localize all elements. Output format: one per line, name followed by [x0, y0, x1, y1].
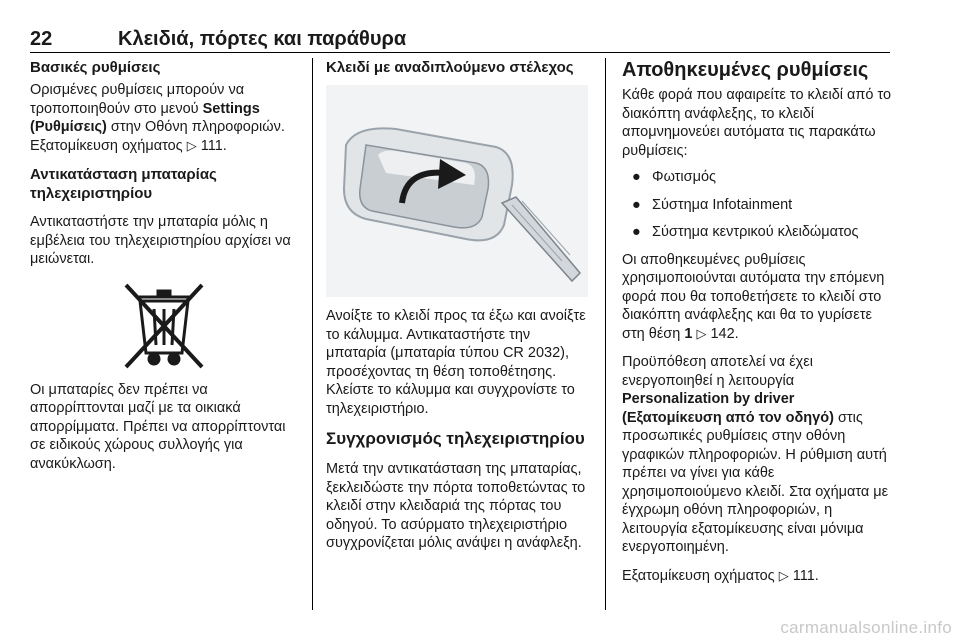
page-ref-icon: ▷ [696, 325, 707, 341]
settings-menu-name: Settings (Ρυθμίσεις) [30, 100, 260, 135]
saved-settings-heading: Αποθηκευμένες ρυθμίσεις [622, 59, 869, 81]
folding-key-illustration-icon [326, 85, 588, 297]
page-number: 22 [30, 28, 53, 50]
column-divider-2 [605, 58, 606, 610]
page-ref: 111. [200, 137, 227, 154]
personalization-text: Προϋπόθεση αποτελεί να έχει ενεργοποιηθεί η λειτουργία Personalization by driver (Εξατομίκευση από τον οδηγό) στις προσωπικές ρυθμίσεις στην οθόνη γραφικών πληροφοριών. Η ρύθμιση αυτή πρέπει να γίνει για κάθε χρησιμοποιούμενο κλειδί. Στα οχήματα με έγχρωμη οθόνη πληροφοριών, η λειτουργία εξατομίκευσης είναι μόνιμα ενεργοποιημένη. [622, 354, 889, 555]
saved-settings-usage-text: Οι αποθηκευμένες ρυθμίσεις χρησιμοποιούνται αυτόματα την επόμενη φορά που θα τοποθετήσετε το κλειδί στο διακόπτη ανάφλεξης και θα το γυρίσετε στη θέση 1 ▷ 142. [622, 251, 885, 342]
column-3 [622, 58, 892, 585]
battery-disposal-text: Οι μπαταρίες δεν πρέπει να απορρίπτονται μαζί με τα οικιακά απορρίμματα. Πρέπει να απορρίπτονται σε ειδικούς χώρους συλλογής για ανακύκλωση. [30, 381, 286, 472]
page-ref: 142. [710, 325, 739, 342]
folding-key-text: Ανοίξτε το κλειδί προς τα έξω και ανοίξτε το κάλυμμα. Αντικαταστήστε την μπαταρία (μπαταρία τύπου CR 2032), προσέχοντας τη θέση τοποθέτησης. Κλείστε το κάλυμμα και συγχρονίστε το τηλεχειριστήριο. [326, 308, 586, 417]
personalization-setting-name: Personalization by driver (Εξατομίκευση από τον οδηγό) [622, 391, 834, 426]
page-ref-icon: ▷ [778, 567, 789, 583]
page-title: Κλειδιά, πόρτες και παράθυρα [118, 28, 407, 50]
saved-settings-intro: Κάθε φορά που αφαιρείτε το κλειδί από το διακόπτη ανάφλεξης, το κλειδί απομνημονεύει αυτόματα τις παρακάτω ρυθμίσεις: [622, 87, 892, 159]
basic-settings-text: Ορισμένες ρυθμίσεις μπορούν να τροποποιηθούν στο μενού Settings (Ρυθμίσεις) στην Οθόνη πληροφοριών. Εξατομίκευση οχήματος ▷ 111. [30, 82, 285, 154]
column-divider-1 [312, 58, 313, 610]
sync-text: Μετά την αντικατάσταση της μπαταρίας, ξεκλειδώστε την πόρτα τοποθετώντας το κλειδί στην κλειδαριά της πόρτας του οδηγού. Το ασύρματο τηλεχειριστήριο συγχρονίζεται μόλις ανάψει η ανάφλεξη. [326, 461, 586, 551]
bullet-icon: ● [632, 169, 641, 185]
column-1 [30, 58, 298, 473]
key-illustration [326, 85, 588, 297]
vehicle-personalization-ref: Εξατομίκευση οχήματος ▷ 111. [622, 567, 819, 584]
header-rule [30, 52, 890, 53]
list-item: ● Σύστημα κεντρικού κλειδώματος [622, 223, 892, 242]
list-item: ● Φωτισμός [622, 168, 892, 187]
folding-key-heading: Κλειδί με αναδιπλούμενο στέλεχος [326, 59, 574, 76]
watermark: carmanualsonline.info [780, 618, 952, 637]
bullet-icon: ● [632, 224, 641, 240]
page-header [30, 28, 890, 50]
page-ref-icon: ▷ [186, 137, 197, 153]
basic-settings-heading: Βασικές ρυθμίσεις [30, 59, 161, 76]
battery-replacement-text: Αντικαταστήστε την μπαταρία μόλις η εμβέλεια του τηλεχειριστηρίου αρχίσει να μειώνεται. [30, 214, 291, 267]
sync-heading: Συγχρονισμός τηλεχειριστηρίου [326, 429, 585, 448]
bullet-icon: ● [632, 196, 641, 213]
column-2 [326, 58, 588, 553]
battery-replacement-heading: Αντικατάσταση μπαταρίας τηλεχειριστηρίου [30, 166, 217, 202]
saved-settings-list [622, 168, 892, 242]
list-item: ● Σύστημα Infotainment [622, 196, 892, 215]
crossed-bin-icon [74, 281, 254, 371]
page-ref: 111. [792, 567, 819, 584]
